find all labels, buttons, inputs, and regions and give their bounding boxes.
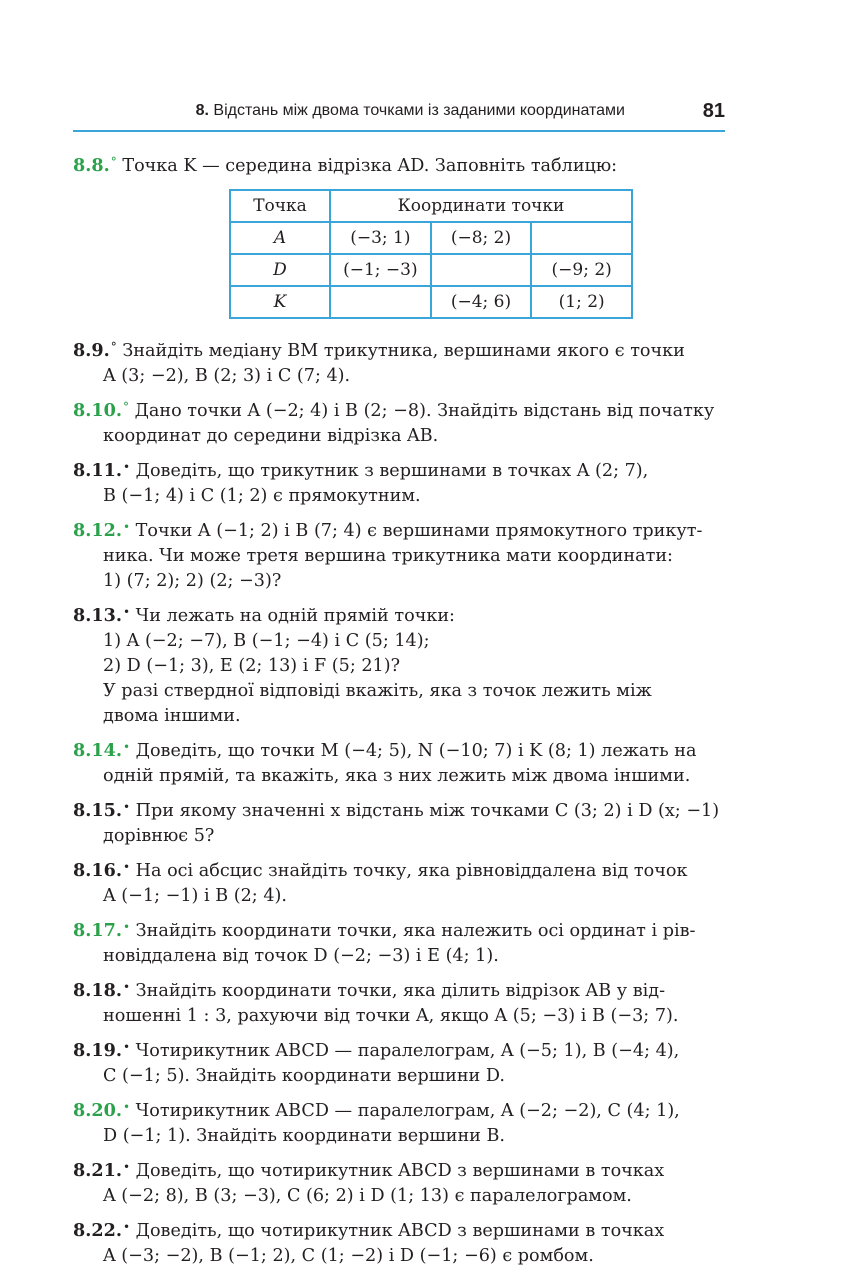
problem-item: [73, 1215, 726, 1269]
problem-item: [73, 855, 726, 909]
problem-line: 2) D (−1; 3), E (2; 13) і F (5; 21)?: [103, 656, 401, 676]
difficulty-mark: •: [122, 740, 131, 754]
table-row: [230, 286, 632, 318]
problem-line: Чотирикутник ABCD — паралелограм, A (−2; −2), C (4; 1),: [135, 1101, 680, 1121]
problem-number: 8.15.•: [73, 800, 131, 821]
problem-line: координат до середини відрізка AB.: [103, 426, 439, 446]
table-header-coords: Координати точки: [330, 190, 632, 222]
problem-item: [73, 515, 726, 594]
difficulty-mark: •: [122, 520, 131, 534]
table-cell: (1; 2): [531, 286, 632, 318]
difficulty-mark: °: [122, 400, 129, 414]
problem-line: При якому значенні x відстань між точками C (3; 2) і D (x; −1): [135, 801, 720, 821]
problem-line: A (3; −2), B (2; 3) і C (7; 4).: [103, 366, 351, 386]
problem-item: [73, 1035, 726, 1089]
problem-number: 8.20.•: [73, 1100, 131, 1121]
problems-container: [73, 335, 726, 1269]
problem-8-8: [73, 150, 726, 319]
problem-line: Доведіть, що точки M (−4; 5), N (−10; 7) і K (8; 1) лежать на: [135, 741, 697, 761]
problem-line: ника. Чи може третя вершина трикутника мати координати:: [103, 546, 673, 566]
problem-line: C (−1; 5). Знайдіть координати вершини D.: [103, 1066, 505, 1086]
problem-line: новіддалена від точок D (−2; −3) і E (4; 1).: [103, 946, 499, 966]
difficulty-mark: •: [122, 1100, 131, 1114]
problem-line: Чотирикутник ABCD — паралелограм, A (−5; 1), B (−4; 4),: [135, 1041, 680, 1061]
problem-line: одній прямій, та вкажіть, яка з них лежить між двома іншими.: [103, 766, 691, 786]
difficulty-mark: °: [110, 340, 117, 354]
problem-line: На осі абсцис знайдіть точку, яка рівновіддалена від точок: [135, 861, 688, 881]
problem-item: [73, 1095, 726, 1149]
difficulty-mark: •: [122, 460, 131, 474]
problem-text: Точка K — середина відрізка AD. Заповніть таблицю:: [122, 156, 618, 176]
problem-number: 8.10.°: [73, 400, 129, 421]
problem-line: дорівнює 5?: [103, 826, 215, 846]
problem-number: 8.8.°: [73, 155, 117, 176]
problem-line: A (−2; 8), B (3; −3), C (6; 2) і D (1; 13) є паралелограмом.: [103, 1186, 632, 1206]
difficulty-mark: •: [122, 1160, 131, 1174]
table-cell: [531, 222, 632, 254]
problem-line: двома іншими.: [103, 706, 241, 726]
problem-number: 8.9.°: [73, 340, 117, 361]
problem-number: 8.13.•: [73, 605, 131, 626]
table-cell-point: D: [230, 254, 330, 286]
problem-item: [73, 600, 726, 729]
problems-list: [73, 150, 726, 1275]
difficulty-mark: •: [122, 860, 131, 874]
table-cell-point: K: [230, 286, 330, 318]
problem-item: [73, 335, 726, 389]
problem-number: 8.14.•: [73, 740, 131, 761]
problem-item: [73, 795, 726, 849]
table-header-point: Точка: [230, 190, 330, 222]
table-cell: [330, 286, 431, 318]
problem-number: 8.22.•: [73, 1220, 131, 1241]
difficulty-mark: •: [122, 605, 131, 619]
problem-number: 8.11.•: [73, 460, 131, 481]
problem-line: A (−3; −2), B (−1; 2), C (1; −2) і D (−1; −6) є ромбом.: [103, 1246, 594, 1266]
problem-line: У разі ствердної відповіді вкажіть, яка з точок лежить між: [103, 681, 652, 701]
problem-line: A (−1; −1) і B (2; 4).: [103, 886, 287, 906]
coordinates-table: [229, 189, 633, 319]
problem-number: 8.18.•: [73, 980, 131, 1001]
problem-line: B (−1; 4) і C (1; 2) є прямокутним.: [103, 486, 421, 506]
table-cell: (−3; 1): [330, 222, 431, 254]
problem-line: Знайдіть координати точки, яка ділить відрізок AB у від-: [135, 981, 666, 1001]
problem-item: [73, 735, 726, 789]
table-cell: [431, 254, 532, 286]
table-cell: (−9; 2): [531, 254, 632, 286]
problem-line: Доведіть, що трикутник з вершинами в точках A (2; 7),: [135, 461, 649, 481]
table-cell: (−1; −3): [330, 254, 431, 286]
difficulty-mark: °: [110, 155, 117, 169]
problem-item: [73, 455, 726, 509]
difficulty-mark: •: [122, 800, 131, 814]
table-row: [230, 222, 632, 254]
difficulty-mark: •: [122, 920, 131, 934]
problem-number: 8.16.•: [73, 860, 131, 881]
problem-number: 8.21.•: [73, 1160, 131, 1181]
problem-line: Дано точки A (−2; 4) і B (2; −8). Знайдіть відстань від початку: [134, 401, 715, 421]
problem-line: ношенні 1 : 3, рахуючи від точки A, якщо A (5; −3) і B (−3; 7).: [103, 1006, 679, 1026]
problem-line: Знайдіть координати точки, яка належить осі ординат і рів-: [135, 921, 696, 941]
page-header: [73, 98, 725, 132]
chapter-title-text: Відстань між двома точками із заданими координатами: [213, 102, 625, 119]
problem-number: 8.19.•: [73, 1040, 131, 1061]
problem-line: D (−1; 1). Знайдіть координати вершини B.: [103, 1126, 506, 1146]
difficulty-mark: •: [122, 1220, 131, 1234]
problem-line: 1) A (−2; −7), B (−1; −4) і C (5; 14);: [103, 631, 430, 651]
problem-line: Точки A (−1; 2) і B (7; 4) є вершинами прямокутного трикут-: [135, 521, 703, 541]
problem-number: 8.17.•: [73, 920, 131, 941]
problem-line: 1) (7; 2); 2) (2; −3)?: [103, 571, 282, 591]
problem-line: Знайдіть медіану BM трикутника, вершинами якого є точки: [122, 341, 685, 361]
problem-line: Доведіть, що чотирикутник ABCD з вершинами в точках: [135, 1161, 665, 1181]
difficulty-mark: •: [122, 980, 131, 994]
problem-number: 8.12.•: [73, 520, 131, 541]
table-row: [230, 254, 632, 286]
problem-item: [73, 915, 726, 969]
problem-item: [73, 1155, 726, 1209]
table-cell: (−4; 6): [431, 286, 532, 318]
table-cell: (−8; 2): [431, 222, 532, 254]
problem-line: Доведіть, що чотирикутник ABCD з вершинами в точках: [135, 1221, 665, 1241]
problem-item: [73, 975, 726, 1029]
difficulty-mark: •: [122, 1040, 131, 1054]
chapter-title: [196, 102, 625, 120]
chapter-number: 8.: [195, 102, 209, 119]
page-number: 81: [702, 100, 725, 122]
problem-line: Чи лежать на одній прямій точки:: [135, 606, 455, 626]
table-cell-point: A: [230, 222, 330, 254]
problem-item: [73, 395, 726, 449]
